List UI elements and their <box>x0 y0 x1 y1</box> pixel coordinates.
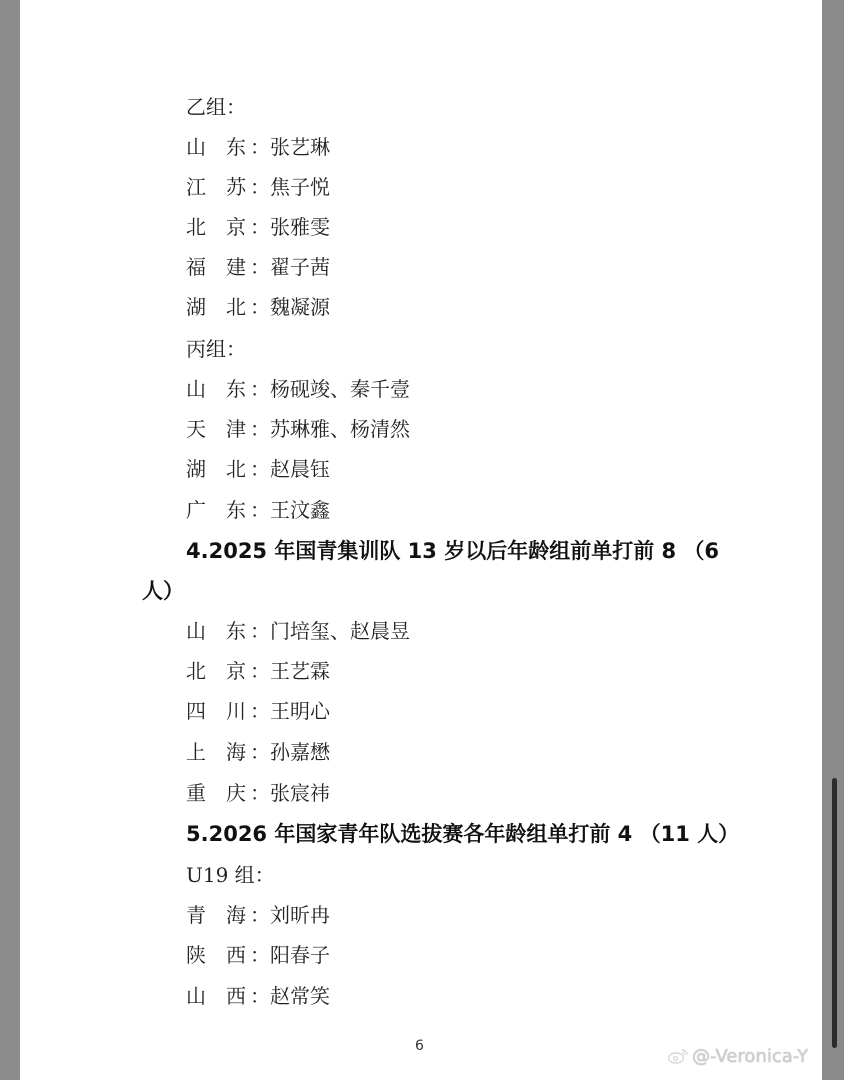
section-heading-4-continuation: 人） <box>142 579 184 603</box>
list-item: 北 京 ：张雅雯 <box>186 215 330 239</box>
list-item: 陕 西 ：阳春子 <box>186 943 330 967</box>
list-item: 四 川 ：王明心 <box>186 699 330 723</box>
section-heading-5: 5.2026 年国家青年队选拔赛各年龄组单打前 4 （11 人） <box>186 822 740 846</box>
list-item: 重 庆 ：张宸祎 <box>186 781 330 805</box>
list-item: 广 东 ：王汶鑫 <box>186 498 330 522</box>
list-item: 青 海 ：刘昕冉 <box>186 903 330 927</box>
list-item: 天 津 ：苏琳雅、杨清然 <box>186 417 410 441</box>
viewer-left-gutter <box>0 0 20 1080</box>
list-item: 山 东 ：杨砚竣、秦千壹 <box>186 377 410 401</box>
section-heading-4: 4.2025 年国青集训队 13 岁以后年龄组前单打前 8 （6 <box>186 539 720 563</box>
list-item: 山 东 ：张艺琳 <box>186 135 330 159</box>
page-number: 6 <box>415 1038 424 1054</box>
list-item: 山 西 ：赵常笑 <box>186 984 330 1008</box>
weibo-icon <box>668 1048 688 1064</box>
list-item: 江 苏 ：焦子悦 <box>186 175 330 199</box>
group-label-u19: U19 组： <box>186 863 275 887</box>
list-item: 上 海 ：孙嘉懋 <box>186 740 330 764</box>
list-item: 北 京 ：王艺霖 <box>186 659 330 683</box>
list-item: 福 建 ：翟子茜 <box>186 255 330 279</box>
weibo-watermark <box>668 1046 808 1067</box>
group-label-yi: 乙组： <box>186 95 246 119</box>
vertical-scrollbar-thumb[interactable] <box>832 778 837 1048</box>
list-item: 湖 北 ：魏凝源 <box>186 295 330 319</box>
watermark-text: @-Veronica-Y <box>692 1046 809 1067</box>
list-item: 湖 北 ：赵晨钰 <box>186 457 330 481</box>
group-label-bing: 丙组： <box>186 337 246 361</box>
list-item: 山 东 ：门培玺、赵晨昱 <box>186 619 410 643</box>
